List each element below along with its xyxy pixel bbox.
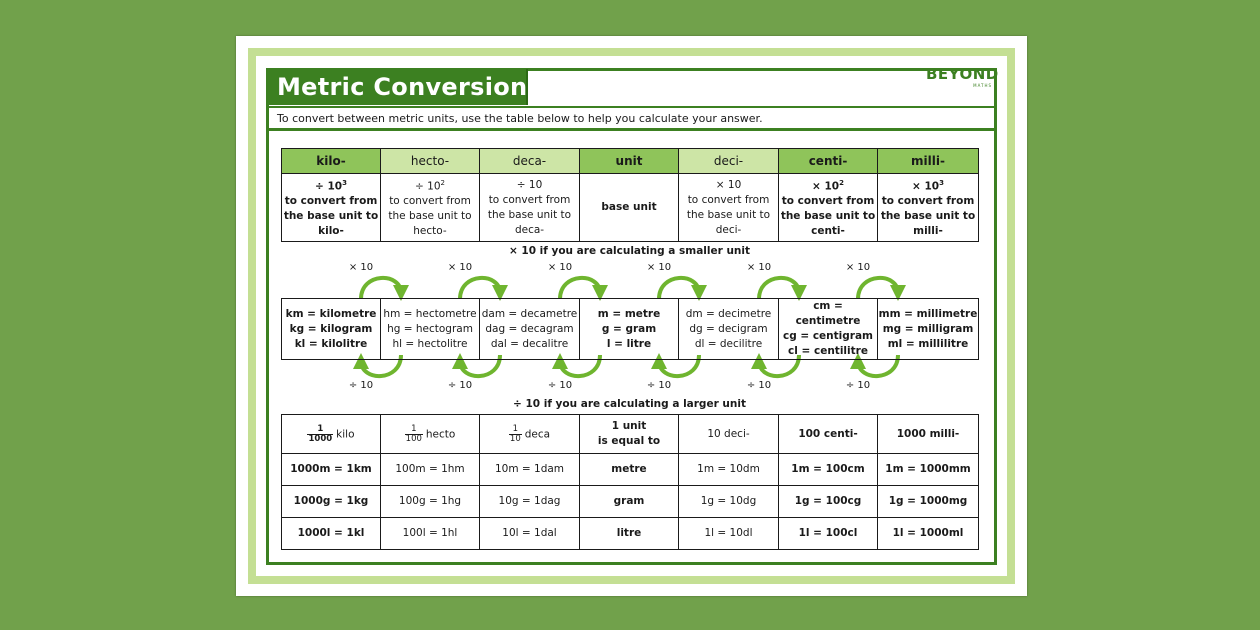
equivalence-cell: 1l = 10dl	[679, 518, 779, 550]
prefix-header: centi-	[779, 149, 878, 174]
unit-name: dm = decimetre	[685, 307, 772, 320]
multiply-arrow-label: × 10	[447, 262, 473, 273]
prefix-header: hecto-	[381, 149, 480, 174]
prefix-op	[480, 178, 579, 193]
divide-arrow-label: ÷ 10	[547, 380, 573, 391]
unit-name: dam = decametre	[481, 307, 578, 320]
prefix-op-text: × 10	[715, 178, 742, 191]
equivalence-cell: 1000g = 1kg	[282, 486, 381, 518]
equivalence-cell: 1g = 100cg	[779, 486, 878, 518]
prefix-power: 3	[342, 178, 347, 187]
unit-equal-line1: 1 unit	[611, 420, 647, 432]
fraction-denominator: 1000	[308, 433, 333, 444]
fraction-numerator: 1	[307, 425, 333, 435]
divide-arrow-label: ÷ 10	[845, 380, 871, 391]
title-bar	[269, 69, 542, 105]
fraction-cell	[381, 415, 480, 454]
prefix-desc-cell	[480, 174, 580, 242]
prefix-description-row	[282, 174, 979, 242]
equivalence-row-litre	[282, 518, 979, 550]
fraction	[509, 425, 522, 444]
unit-name: cm = centimetre	[795, 300, 861, 327]
equivalence-cell: 1m = 10dm	[679, 454, 779, 486]
prefix-header: deca-	[480, 149, 580, 174]
unit-name: mg = milligram	[882, 322, 974, 335]
equivalence-row-metre	[282, 454, 979, 486]
prefix-op-text: × 10	[912, 180, 940, 193]
multiply-arrow-label: × 10	[547, 262, 573, 273]
fraction-cell	[282, 415, 381, 454]
multiple-cell: 100 centi-	[779, 415, 878, 454]
equivalence-cell: 1000l = 1kl	[282, 518, 381, 550]
equivalence-cell: 1l = 100cl	[779, 518, 878, 550]
equivalence-cell: 1000m = 1km	[282, 454, 381, 486]
divide-arrow-label: ÷ 10	[646, 380, 672, 391]
unit-name: m = metre	[597, 307, 661, 320]
fraction-cell	[480, 415, 580, 454]
prefix-line1: base unit	[601, 201, 657, 213]
prefix-line3: kilo-	[318, 225, 344, 238]
fraction	[307, 425, 333, 444]
unit-name: cl = centilitre	[788, 345, 868, 357]
unit-name: mm = millimetre	[878, 307, 978, 320]
equivalence-table	[281, 414, 979, 550]
equivalence-row-gram	[282, 486, 979, 518]
units-table	[281, 298, 979, 360]
prefix-op	[679, 178, 778, 193]
prefix-line2: the base unit to	[780, 210, 876, 223]
prefix-line3: deca-	[514, 223, 545, 236]
fraction-denominator: 10	[509, 433, 521, 444]
intro-text: To convert between metric units, use the table below to help you calculate your answer.	[269, 106, 994, 131]
prefix-op-text: ÷ 10	[315, 180, 343, 193]
divide-arrow-label: ÷ 10	[746, 380, 772, 391]
larger-unit-note: ÷ 10 if you are calculating a larger unit	[513, 398, 746, 410]
prefix-op-text: × 10	[812, 180, 840, 193]
divide-arrow-label: ÷ 10	[447, 380, 473, 391]
prefix-desc-cell	[381, 174, 480, 242]
prefix-line2: the base unit to	[283, 210, 379, 223]
unit-cell	[480, 299, 580, 360]
prefix-line1: to convert from	[781, 195, 875, 208]
prefix-op	[282, 176, 380, 195]
smaller-unit-note: × 10 if you are calculating a smaller unit	[508, 245, 751, 257]
unit-cell	[381, 299, 480, 360]
prefix-line2: the base unit to	[686, 208, 771, 221]
unit-name: dal = decalitre	[490, 337, 569, 350]
prefix-line3: centi-	[811, 225, 845, 238]
prefix-line2: the base unit to	[388, 210, 472, 223]
equivalence-cell: 1m = 1000mm	[878, 454, 979, 486]
unit-cell	[878, 299, 979, 360]
prefix-header: kilo-	[282, 149, 381, 174]
multiply-arrow-label: × 10	[348, 262, 374, 273]
equivalence-header-row	[282, 415, 979, 454]
prefix-line2: the base unit to	[487, 208, 572, 221]
unit-name: km = kilometre	[285, 307, 377, 320]
unit-name: g = gram	[601, 322, 657, 335]
brand-logo	[926, 65, 999, 92]
equivalence-cell: 100m = 1hm	[381, 454, 480, 486]
prefix-power: 2	[440, 178, 445, 187]
logo-subtitle: MATHS	[973, 83, 992, 88]
fraction-label: kilo	[336, 428, 355, 440]
prefix-line1: to convert from	[687, 193, 770, 206]
fraction-denominator: 100	[405, 433, 422, 444]
prefix-line1: to convert from	[389, 195, 471, 208]
prefix-desc-cell	[282, 174, 381, 242]
fraction	[405, 425, 423, 444]
prefix-line1: to convert from	[488, 193, 571, 206]
unit-cell	[580, 299, 679, 360]
prefix-header: unit	[580, 149, 679, 174]
multiply-arrow-label: × 10	[845, 262, 871, 273]
unit-name: kg = kilogram	[289, 322, 373, 335]
unit-equal-cell	[580, 415, 679, 454]
prefix-line3: milli-	[913, 225, 943, 238]
prefix-op	[779, 176, 877, 195]
prefix-header: deci-	[679, 149, 779, 174]
fraction-label: hecto	[425, 428, 456, 440]
unit-name: cg = centigram	[782, 330, 873, 342]
page-title: Metric Conversions	[277, 73, 542, 101]
prefix-line1: to convert from	[881, 195, 975, 208]
prefix-line3: deci-	[715, 223, 742, 236]
prefix-line1: to convert from	[284, 195, 378, 208]
unit-name: ml = millilitre	[887, 337, 969, 350]
prefix-desc-cell	[580, 174, 679, 242]
prefix-line3: hecto-	[413, 225, 447, 238]
unit-cell	[282, 299, 381, 360]
divide-arrow-label: ÷ 10	[348, 380, 374, 391]
equivalence-cell: metre	[580, 454, 679, 486]
prefix-power: 3	[939, 178, 944, 187]
multiply-arrow-label: × 10	[746, 262, 772, 273]
equivalence-cell: 1g = 10dg	[679, 486, 779, 518]
prefix-power: 2	[839, 178, 844, 187]
unit-name: hg = hectogram	[387, 322, 473, 335]
unit-name: dag = decagram	[485, 322, 574, 335]
unit-name: hl = hectolitre	[392, 337, 468, 350]
prefix-op	[381, 176, 479, 195]
equivalence-cell: 100l = 1hl	[381, 518, 480, 550]
equivalence-cell: litre	[580, 518, 679, 550]
prefix-header-row	[282, 149, 979, 174]
equivalence-cell: 10g = 1dag	[480, 486, 580, 518]
multiply-arrow-label: × 10	[646, 262, 672, 273]
unit-equal-line2: is equal to	[597, 435, 661, 447]
equivalence-cell: 1l = 1000ml	[878, 518, 979, 550]
prefix-op-text: ÷ 10	[516, 178, 543, 191]
equivalence-cell: 1g = 1000mg	[878, 486, 979, 518]
unit-cell	[679, 299, 779, 360]
units-row	[282, 299, 979, 360]
unit-name: kl = kilolitre	[294, 337, 368, 350]
fraction-numerator: 1	[405, 425, 423, 435]
worksheet	[236, 36, 1027, 596]
prefix-op-text: ÷ 10	[415, 180, 441, 193]
unit-name: dg = decigram	[689, 322, 768, 335]
unit-cell	[779, 299, 878, 360]
equivalence-cell: 1m = 100cm	[779, 454, 878, 486]
logo-wordmark: BEYOND	[926, 65, 999, 83]
prefix-line2: the base unit to	[880, 210, 976, 223]
equivalence-cell: 10l = 1dal	[480, 518, 580, 550]
multiple-cell: 10 deci-	[679, 415, 779, 454]
multiple-cell: 1000 milli-	[878, 415, 979, 454]
equivalence-cell: 100g = 1hg	[381, 486, 480, 518]
equivalence-cell: 10m = 1dam	[480, 454, 580, 486]
unit-name: l = litre	[606, 337, 652, 350]
unit-name: hm = hectometre	[383, 307, 477, 320]
unit-name: dl = decilitre	[694, 337, 763, 350]
prefix-desc-cell	[878, 174, 979, 242]
prefix-table	[281, 148, 979, 242]
prefix-desc-cell	[779, 174, 878, 242]
fraction-label: deca	[524, 428, 551, 440]
prefix-desc-cell	[679, 174, 779, 242]
equivalence-cell: gram	[580, 486, 679, 518]
fraction-numerator: 1	[509, 425, 522, 435]
prefix-op	[878, 176, 978, 195]
prefix-header: milli-	[878, 149, 979, 174]
